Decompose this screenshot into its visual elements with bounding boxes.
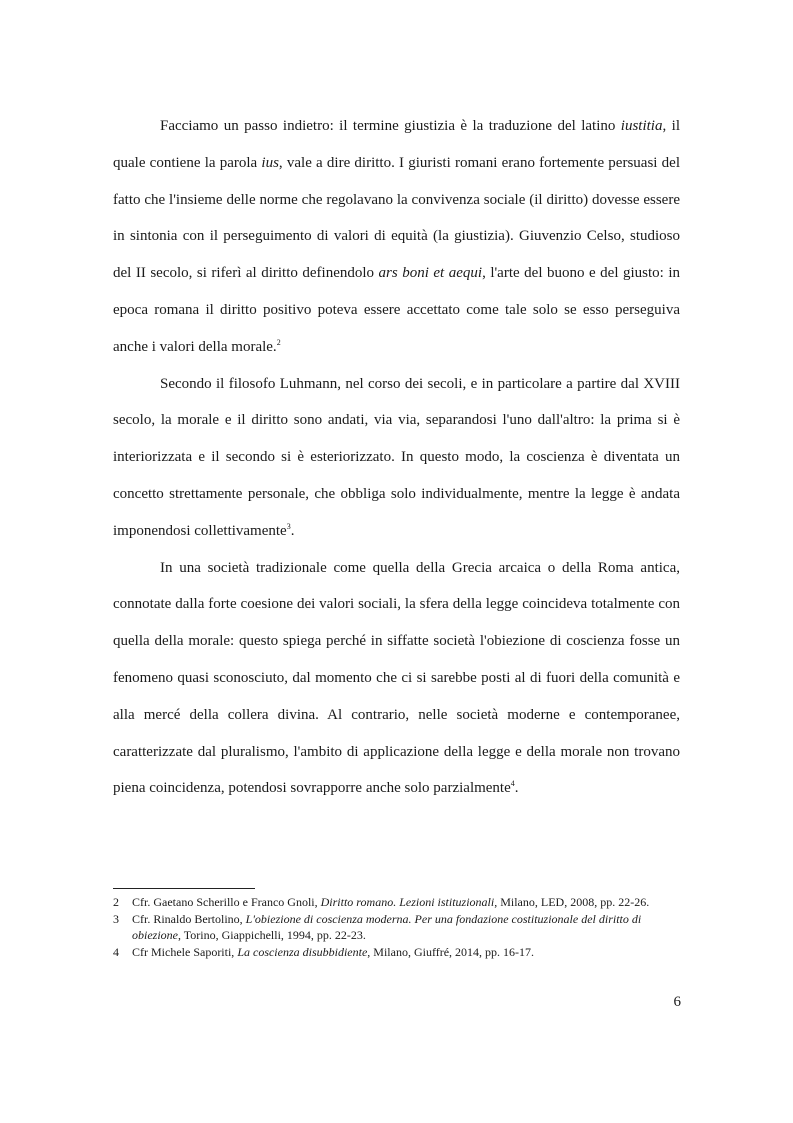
footnote — [113, 895, 680, 911]
text-run: , Milano, Giuffré, 2014, pp. 16-17. — [367, 944, 535, 959]
text-run: , Torino, Giappichelli, 1994, pp. 22-23. — [178, 927, 366, 942]
text-run: , vale a dire diritto. I giuristi romani erano fortemente persuasi del fatto che l'insieme delle norme che regolavano la convivenza sociale (il diritto) dovesse essere in sintonia con il perseguimento di valori di equità (la giustizia). Giuvenzio Celso, studioso del II secolo, si riferì al diritto definendolo — [113, 154, 680, 282]
footnote-text — [132, 895, 680, 911]
footnote-text — [132, 912, 680, 943]
footnote-ref: 3 — [286, 521, 291, 531]
footnote-number: 4 — [113, 944, 119, 959]
footnote-text — [132, 945, 680, 961]
text-run: In una società tradizionale come quella della Grecia arcaica o della Roma antica, connotate dalla forte coesione dei valori sociali, la sfera della legge coincideva totalmente con quella della morale: questo spiega perché in siffatte società l'obiezione di coscienza fosse un fenomeno quasi sconosciuto, dal momento che ci si sarebbe posti al di fuori della comunità e alla mercé della collera divina. Al contrario, nelle società moderne e contemporanee, caratterizzate dal pluralismo, l'ambito di applicazione della legge e della morale non trovano piena coincidenza, potendosi sovrapporre anche solo parzialmente — [113, 559, 680, 797]
text-run: , il quale contiene la parola — [113, 118, 680, 171]
text-run: , l'arte del buono e del giusto: in epoca romana il diritto positivo poteva essere accettato come tale solo se esso perseguiva anche i valori della morale. — [113, 265, 681, 355]
footnote-separator — [113, 888, 255, 889]
text-run: . — [290, 522, 295, 539]
text-run: Facciamo un passo indietro: il termine giustizia è la traduzione del latino — [160, 118, 621, 134]
footnote-number: 2 — [113, 895, 119, 909]
footnote-ref: 4 — [510, 779, 515, 789]
italic-text: Diritto romano. Lezioni istituzionali — [320, 895, 495, 909]
footnote-ref: 2 — [276, 337, 281, 347]
footnote-number: 3 — [113, 912, 119, 926]
paragraph — [113, 366, 680, 550]
italic-text: La coscienza disubbidiente — [237, 944, 368, 959]
paragraph — [113, 108, 680, 366]
footnote — [113, 912, 680, 943]
paragraph — [113, 550, 680, 808]
text-run: Cfr Michele Saporiti, — [132, 944, 238, 959]
page-number: 6 — [673, 994, 681, 1010]
italic-text: L'obiezione di coscienza moderna. Per una fondazione costituzionale del diritto di obiezione — [132, 912, 642, 942]
body-text — [113, 108, 680, 807]
footnotes — [113, 895, 680, 962]
text-run: Cfr. Rinaldo Bertolino, — [132, 912, 246, 926]
text-run: , Milano, LED, 2008, pp. 22-26. — [494, 895, 650, 909]
italic-text: ars boni et aequi — [378, 265, 483, 282]
text-run: . — [514, 780, 519, 797]
text-run: Secondo il filosofo Luhmann, nel corso dei secoli, e in particolare a partire dal XVIII secolo, la morale e il diritto sono andati, via via, separandosi l'uno dall'altro: la prima si è interiorizzata e il secondo si è esteriorizzato. In questo modo, la coscienza è diventata un concetto strettamente personale, che obbliga solo individualmente, mentre la legge è andata imponendosi collettivamente — [113, 375, 680, 539]
italic-text: iustitia — [620, 118, 663, 134]
text-run: Cfr. Gaetano Scherillo e Franco Gnoli, — [132, 895, 321, 909]
italic-text: ius — [261, 154, 279, 171]
footnote — [113, 945, 680, 961]
